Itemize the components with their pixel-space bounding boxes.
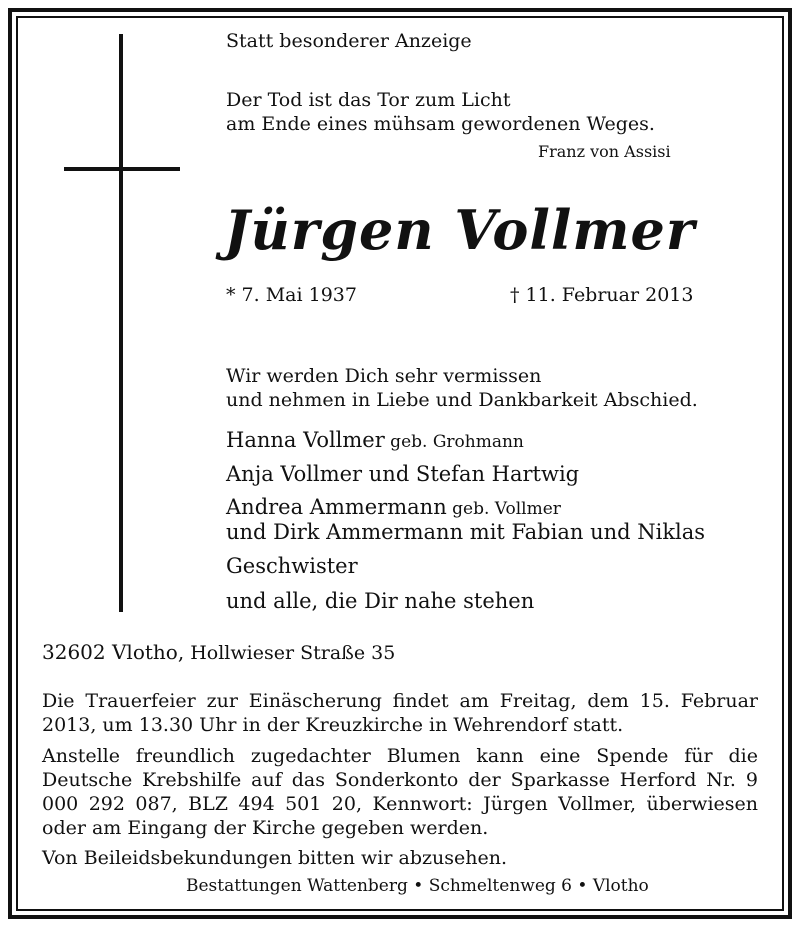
quote-line-2: am Ende eines mühsam gewordenen Weges. <box>226 113 655 135</box>
cross-icon-vertical <box>119 34 123 612</box>
mourner-3-note: geb. Vollmer <box>446 499 561 519</box>
footer-funeral-home: Bestattungen Wattenberg • Schmeltenweg 6 • Vlotho <box>186 876 649 896</box>
mourner-6: und alle, die Dir nahe stehen <box>226 589 535 613</box>
mourner-3 <box>226 495 561 519</box>
death-date: † 11. Februar 2013 <box>510 284 694 306</box>
address-city: 32602 Vlotho, <box>42 640 185 664</box>
mourner-1-note: geb. Grohmann <box>384 432 524 452</box>
mourner-1 <box>226 428 524 452</box>
notice-condolences: Von Beileidsbekundungen bitten wir abzusehen. <box>42 847 507 869</box>
notice-donation: Anstelle freundlich zugedachter Blumen kann eine Spende für die Deutsche Krebshilfe auf das Sonderkonto der Sparkasse Herford Nr. 9 000 292 087, BLZ 494 501 20, Kennwort: Jürgen Vollmer, überwiesen oder am Eingang der Kirche gegeben werden. <box>42 745 758 839</box>
birth-date: * 7. Mai 1937 <box>226 284 357 306</box>
cross-icon-horizontal <box>64 167 180 171</box>
address-street: Hollwieser Straße 35 <box>184 642 396 664</box>
quote-line-1: Der Tod ist das Tor zum Licht <box>226 89 511 111</box>
address <box>42 640 395 664</box>
farewell-line-2: und nehmen in Liebe und Dankbarkeit Abschied. <box>226 389 698 411</box>
notice-ceremony: Die Trauerfeier zur Einäscherung findet am Freitag, dem 15. Februar 2013, um 13.30 Uhr in der Kreuzkirche in Wehrendorf statt. <box>42 690 758 736</box>
mourner-2: Anja Vollmer und Stefan Hartwig <box>226 462 580 486</box>
mourner-1-name: Hanna Vollmer <box>226 428 385 452</box>
deceased-name: Jürgen Vollmer <box>224 198 696 262</box>
mourner-5: Geschwister <box>226 554 358 578</box>
mourner-4: und Dirk Ammermann mit Fabian und Niklas <box>226 520 706 544</box>
header-text: Statt besonderer Anzeige <box>226 30 472 52</box>
quote-author: Franz von Assisi <box>538 142 671 161</box>
farewell-line-1: Wir werden Dich sehr vermissen <box>226 365 542 387</box>
mourner-3-name: Andrea Ammermann <box>226 495 447 519</box>
